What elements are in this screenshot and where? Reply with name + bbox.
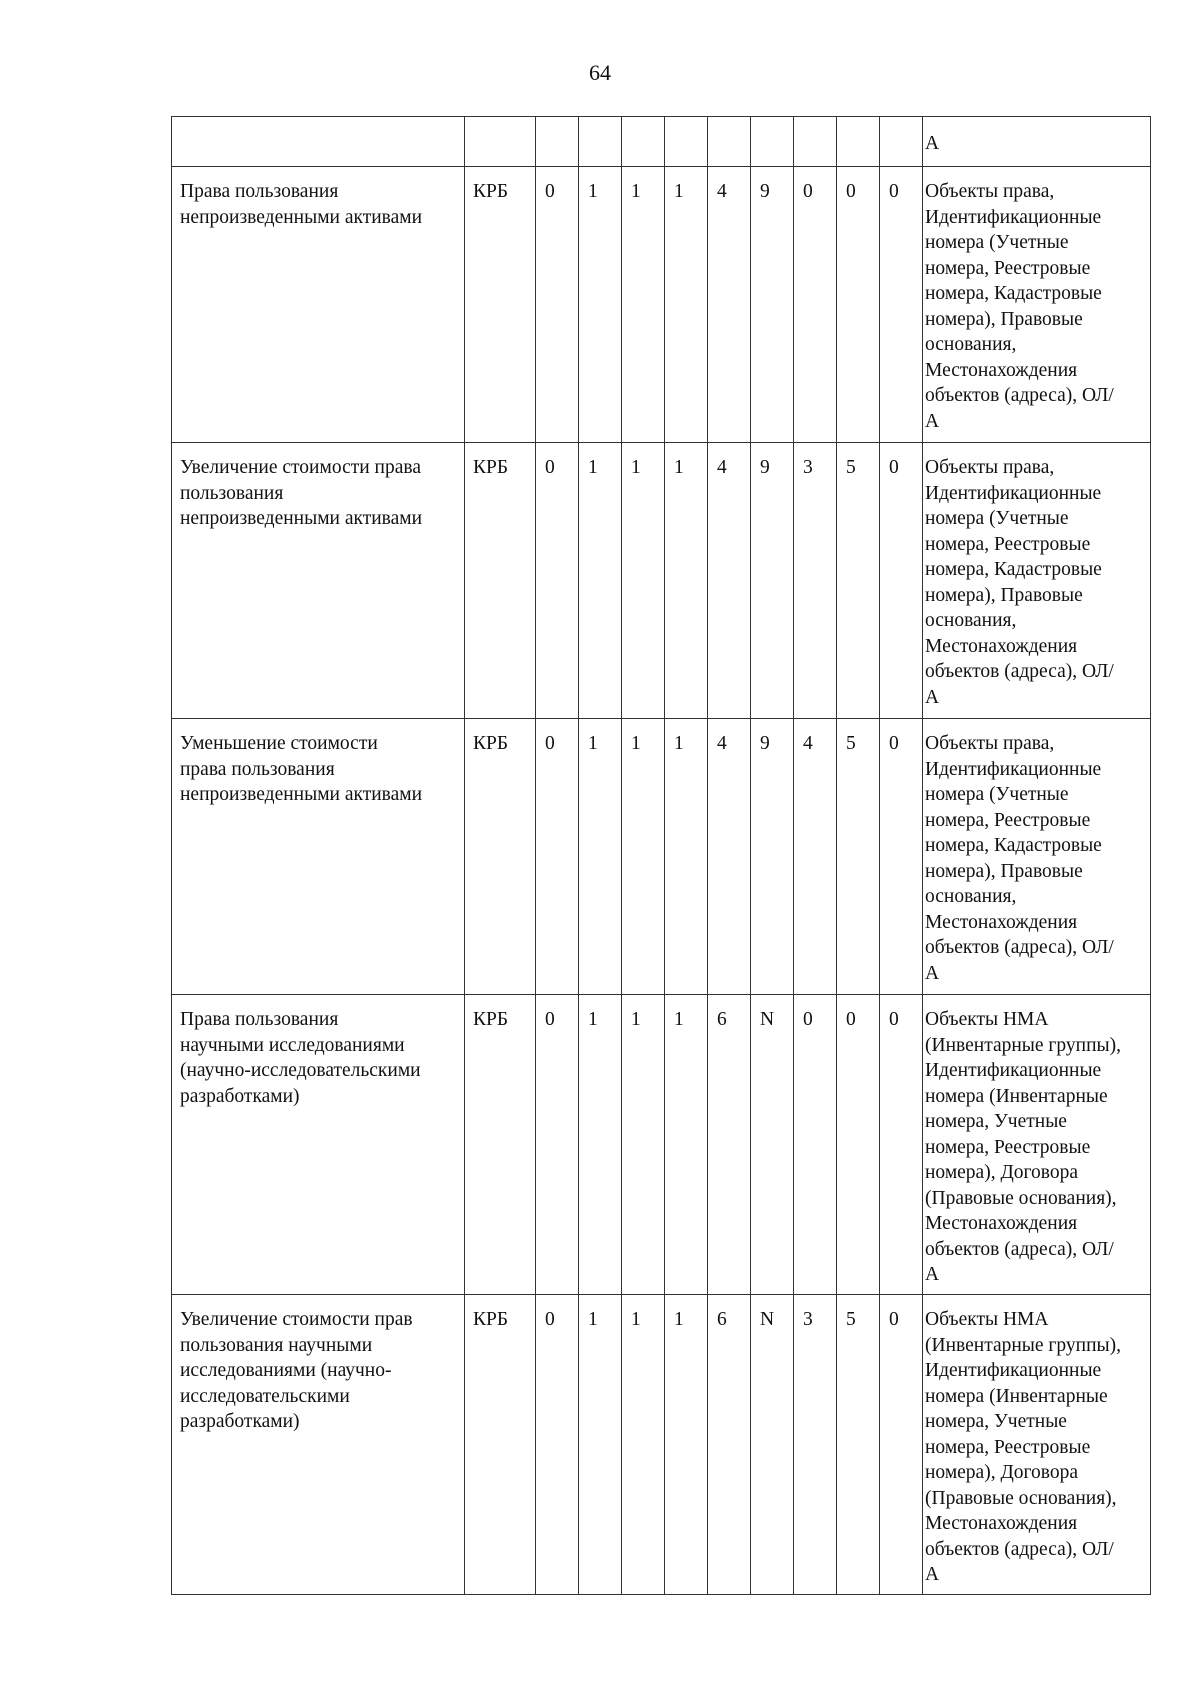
attributes-line: номера, Кадастровые [925,283,1102,304]
attributes-line: объектов (адреса), ОЛ/ [925,937,1114,958]
name-cell [172,167,465,443]
code-cell: 4 [708,167,751,443]
code-cell: 3 [794,1295,837,1595]
name-line: (научно-исследовательскими [180,1060,421,1081]
code-cell: 9 [751,443,794,719]
attributes-line: Местонахождения [925,1513,1078,1534]
name-line: пользования [180,482,284,504]
code-cell: 0 [794,995,837,1295]
name-line: разработками) [180,1411,300,1432]
attributes-line: Местонахождения [925,911,1078,933]
attributes-line: номера, Реестровые [925,809,1091,831]
code-cell [751,117,794,167]
type-cell: КРБ [465,167,536,443]
code-cell: 1 [665,719,708,995]
attributes-line: основания, [925,886,1017,907]
page-number: 64 [589,60,611,85]
name-cell [172,719,465,995]
attributes-line: номера), Правовые [925,860,1083,882]
attributes-line: (Инвентарные группы), [925,1334,1122,1356]
attributes-line: А [925,1564,940,1585]
code-cell: 0 [536,995,579,1295]
table-row [172,167,1151,443]
code-cell: 6 [708,995,751,1295]
attributes-line: номера, Кадастровые [925,559,1102,580]
name-line: непроизведенными активами [180,206,423,228]
attributes-line: А [925,686,940,708]
name-line: исследованиями (научно- [180,1360,392,1381]
attributes-line: объектов (адреса), ОЛ/ [925,661,1114,682]
code-cell: 1 [665,443,708,719]
attributes-line: номера (Учетные [925,232,1069,253]
accounts-table [171,116,1151,1595]
table-row-continuation [172,117,1151,167]
code-cell: 1 [622,995,665,1295]
attributes-line: Идентификационные [925,1060,1102,1081]
attributes-line: (Инвентарные группы), [925,1034,1122,1056]
code-cell: 0 [880,1295,923,1595]
code-cell: 1 [622,1295,665,1595]
code-cell: 4 [794,719,837,995]
attributes-line: Местонахождения [925,1213,1078,1234]
code-cell: 9 [751,167,794,443]
name-line: Уменьшение стоимости [180,733,378,754]
code-cell: 0 [880,719,923,995]
type-cell [465,117,536,167]
name-line: пользования научными [180,1334,373,1356]
name-cell [172,995,465,1295]
code-cell: 0 [837,167,880,443]
code-cell: 5 [837,719,880,995]
table-row [172,719,1151,995]
code-cell: 1 [579,167,622,443]
code-cell: 1 [579,443,622,719]
attributes-cell [923,719,1151,995]
table-row [172,443,1151,719]
attributes-line: номера, Реестровые [925,257,1091,279]
code-cell: 0 [837,995,880,1295]
attributes-line: Идентификационные [925,1360,1102,1381]
name-line: Права пользования [180,181,339,202]
code-cell [880,117,923,167]
code-cell: 0 [880,443,923,719]
code-cell [622,117,665,167]
code-cell [708,117,751,167]
attributes-cell [923,995,1151,1295]
name-line: непроизведенными активами [180,508,423,529]
code-cell: 1 [665,995,708,1295]
attributes-cell [923,443,1151,719]
type-cell: КРБ [465,1295,536,1595]
code-cell [794,117,837,167]
code-cell: 1 [665,1295,708,1595]
code-cell: 0 [536,719,579,995]
code-cell: 0 [794,167,837,443]
attributes-line: номера, Реестровые [925,1136,1091,1158]
code-cell: 3 [794,443,837,719]
code-cell: 4 [708,719,751,995]
attributes-line: номера (Инвентарные [925,1085,1108,1107]
code-cell [837,117,880,167]
attributes-cell [923,117,1151,167]
code-cell: 1 [579,719,622,995]
attributes-line: А [925,410,940,432]
attributes-line: номера, Учетные [925,1411,1067,1432]
name-line: Права пользования [180,1009,339,1030]
code-cell: 5 [837,1295,880,1595]
attributes-line: номера (Учетные [925,508,1069,529]
attributes-line: номера (Инвентарные [925,1385,1108,1407]
attributes-line: Объекты права, [925,457,1055,478]
code-cell: 0 [880,167,923,443]
name-line: научными исследованиями [180,1034,405,1056]
code-cell: 1 [665,167,708,443]
attributes-line: А [925,133,940,154]
name-line: непроизведенными активами [180,784,423,805]
attributes-line: номера, Учетные [925,1111,1067,1132]
name-cell [172,443,465,719]
name-line: Увеличение стоимости права [180,457,421,478]
name-cell [172,117,465,167]
code-cell [665,117,708,167]
code-cell: 0 [880,995,923,1295]
code-cell: 1 [579,995,622,1295]
code-cell: 4 [708,443,751,719]
name-line: разработками) [180,1085,300,1107]
attributes-line: номера, Реестровые [925,533,1091,555]
attributes-cell [923,167,1151,443]
attributes-line: (Правовые основания), [925,1487,1117,1509]
code-cell: N [751,995,794,1295]
attributes-line: Идентификационные [925,206,1102,228]
code-cell [536,117,579,167]
attributes-line: Объекты НМА [925,1009,1049,1030]
attributes-line: Местонахождения [925,635,1078,657]
attributes-line: Объекты права, [925,733,1055,754]
attributes-line: А [925,962,940,984]
code-cell: 1 [579,1295,622,1595]
attributes-line: основания, [925,334,1017,355]
attributes-line: основания, [925,610,1017,631]
code-cell: 1 [622,443,665,719]
name-line: Увеличение стоимости прав [180,1309,413,1330]
attributes-line: Объекты НМА [925,1309,1049,1330]
type-cell: КРБ [465,443,536,719]
attributes-line: номера), Договора [925,1162,1079,1183]
code-cell: 5 [837,443,880,719]
attributes-line: номера), Правовые [925,308,1083,330]
attributes-line: номера), Правовые [925,584,1083,606]
attributes-line: Объекты права, [925,181,1055,202]
table-row [172,1295,1151,1595]
attributes-line: (Правовые основания), [925,1187,1117,1209]
code-cell [579,117,622,167]
attributes-cell [923,1295,1151,1595]
attributes-line: Идентификационные [925,482,1102,504]
code-cell: 9 [751,719,794,995]
table-row [172,995,1151,1295]
attributes-line: Местонахождения [925,359,1078,381]
name-line: права пользования [180,758,335,780]
code-cell: N [751,1295,794,1595]
attributes-line: номера (Учетные [925,784,1069,805]
code-cell: 0 [536,167,579,443]
name-line: исследовательскими [180,1385,350,1407]
attributes-line: номера), Договора [925,1462,1079,1483]
type-cell: КРБ [465,995,536,1295]
name-cell [172,1295,465,1595]
code-cell: 6 [708,1295,751,1595]
code-cell: 1 [622,167,665,443]
attributes-line: Идентификационные [925,758,1102,780]
code-cell: 1 [622,719,665,995]
attributes-line: объектов (адреса), ОЛ/ [925,385,1114,406]
code-cell: 0 [536,443,579,719]
attributes-line: А [925,1264,940,1285]
attributes-line: номера, Кадастровые [925,835,1102,856]
code-cell: 0 [536,1295,579,1595]
attributes-line: объектов (адреса), ОЛ/ [925,1538,1114,1560]
attributes-line: объектов (адреса), ОЛ/ [925,1238,1114,1260]
type-cell: КРБ [465,719,536,995]
attributes-line: номера, Реестровые [925,1436,1091,1458]
